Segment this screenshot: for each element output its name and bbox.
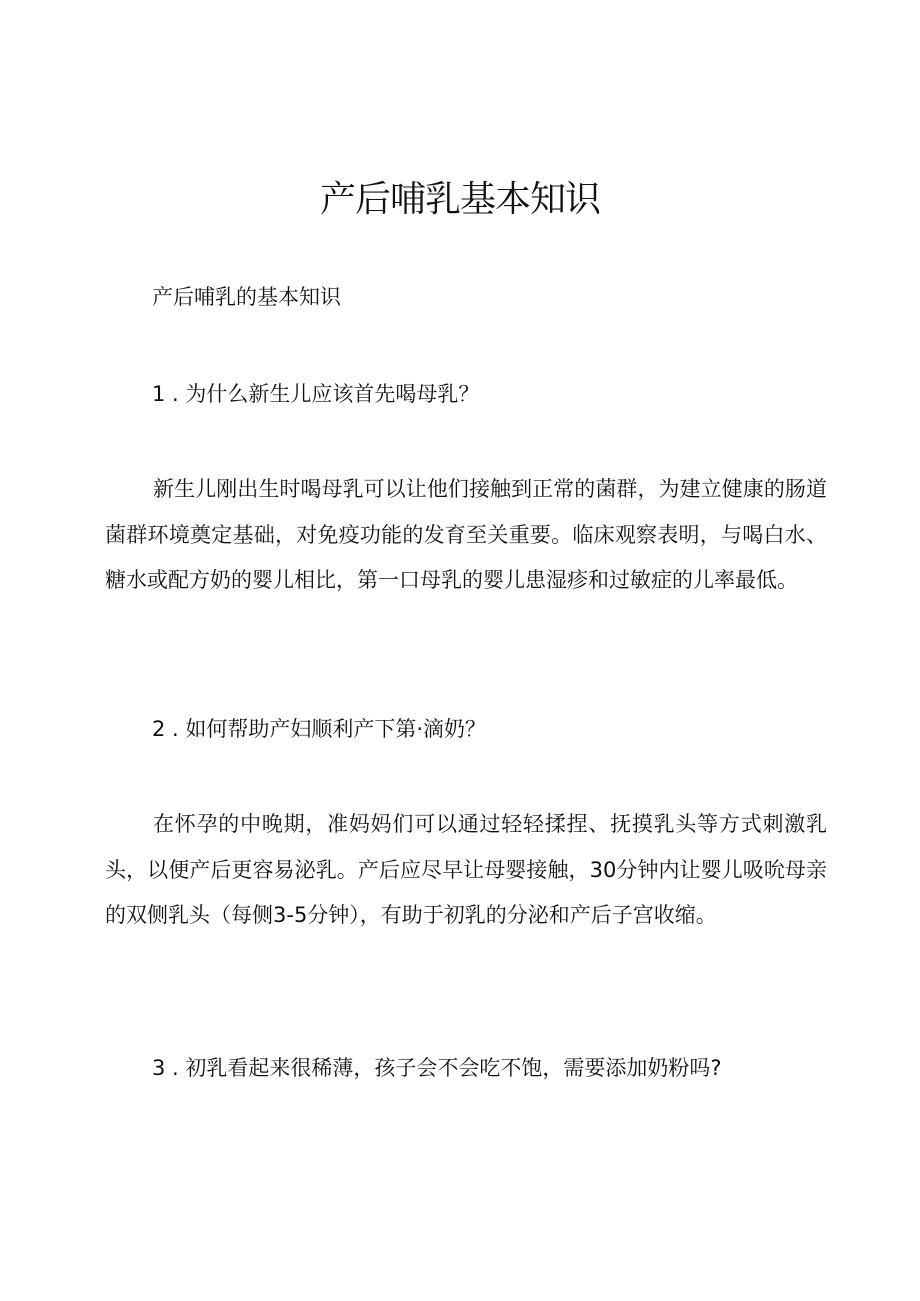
answer-1: 新生儿刚出生时喝母乳可以让他们接触到正常的菌群，为建立健康的肠道菌群环境奠定基础，对免疫功能的发育至关重要。临床观察表明，与喝白水、糖水或配方奶的婴儿相比，第一口母乳的婴儿患湿疹和过敏症的儿率最低。 xyxy=(105,477,827,592)
question-2: 2 . 如何帮助产妇顺利产下第·滴奶？ xyxy=(152,717,487,741)
question-3: 3 . 初乳看起来很稀薄，孩子会不会吃不饱，需要添加奶粉吗? xyxy=(152,1056,722,1080)
document-subtitle: 产后哺乳的基本知识 xyxy=(152,285,341,309)
document-title: 产后哺乳基本知识 xyxy=(319,179,600,220)
question-1: 1 . 为什么新生儿应该首先喝母乳？ xyxy=(152,382,480,406)
answer-2: 在怀孕的中晚期，准妈妈们可以通过轻轻揉捏、抚摸乳头等方式刺激乳头，以便产后更容易泌乳。产后应尽早让母婴接触，30分钟内让婴儿吸吮母亲的双侧乳头（每侧3-5分钟），有助于初乳的分泌和产后子宫收缩。 xyxy=(105,812,827,927)
